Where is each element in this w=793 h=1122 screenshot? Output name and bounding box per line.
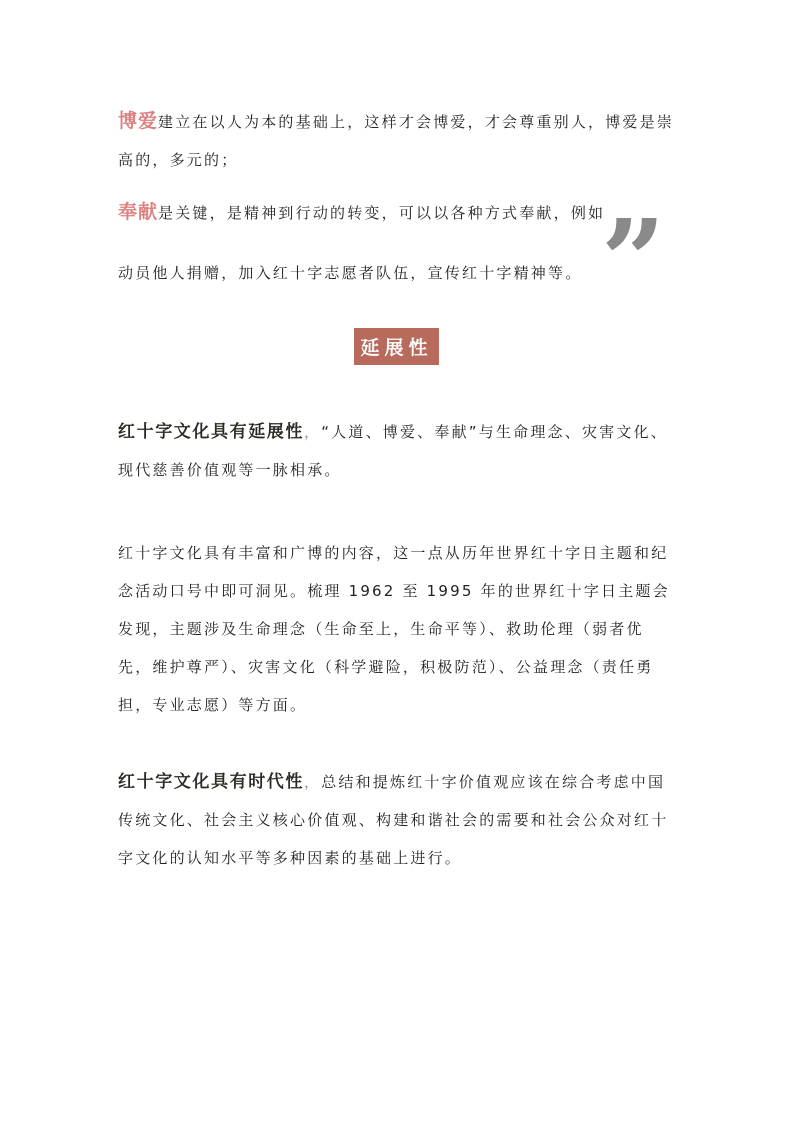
quote-paragraph-dedication	[118, 182, 618, 303]
section-title-extensibility: 延展性	[354, 328, 439, 365]
timeliness-lead: 红十字文化具有时代性	[118, 772, 304, 792]
extensibility-text: “人道、博爱、奉献”与生命理念、灾害文化、现代慈善价值观等一脉相承。	[118, 423, 668, 479]
content-text: 红十字文化具有丰富和广博的内容，这一点从历年世界红十字日主题和纪念活动口号中即可洞见。梳理 1962 至 1995 年的世界红十字日主题会发现，主题涉及生命理念（生命至上，生命平等）、救助伦理（弱者优先，维护尊严）、灾害文化（科学避险，积极防范）、公益理念（责任勇担，专业志愿）等方面。	[118, 544, 670, 714]
closing-quote-mark: ”	[601, 196, 666, 327]
dedication-highlight: 奉献	[118, 201, 159, 223]
quote-paragraph-fraternity	[118, 102, 678, 179]
body-paragraph-content	[118, 534, 678, 724]
extensibility-separator: ，	[304, 423, 322, 441]
dedication-text: 是关键，是精神到行动的转变，可以以各种方式奉献，例如动员他人捐赠，加入红十字志愿者队伍，宣传红十字精神等。	[118, 204, 606, 282]
fraternity-text: 建立在以人为本的基础上，这样才会博爱，才会尊重别人，博爱是崇高的，多元的；	[118, 113, 675, 169]
fraternity-highlight: 博爱	[118, 110, 159, 132]
extensibility-lead: 红十字文化具有延展性	[118, 422, 304, 442]
timeliness-separator: ，	[304, 773, 322, 791]
body-paragraph-extensibility	[118, 413, 678, 489]
body-paragraph-timeliness	[118, 763, 678, 877]
timeliness-text: 总结和提炼红十字价值观应该在综合考虑中国传统文化、社会主义核心价值观、构建和谐社会的需要和社会公众对红十字文化的认知水平等多种因素的基础上进行。	[118, 773, 669, 867]
